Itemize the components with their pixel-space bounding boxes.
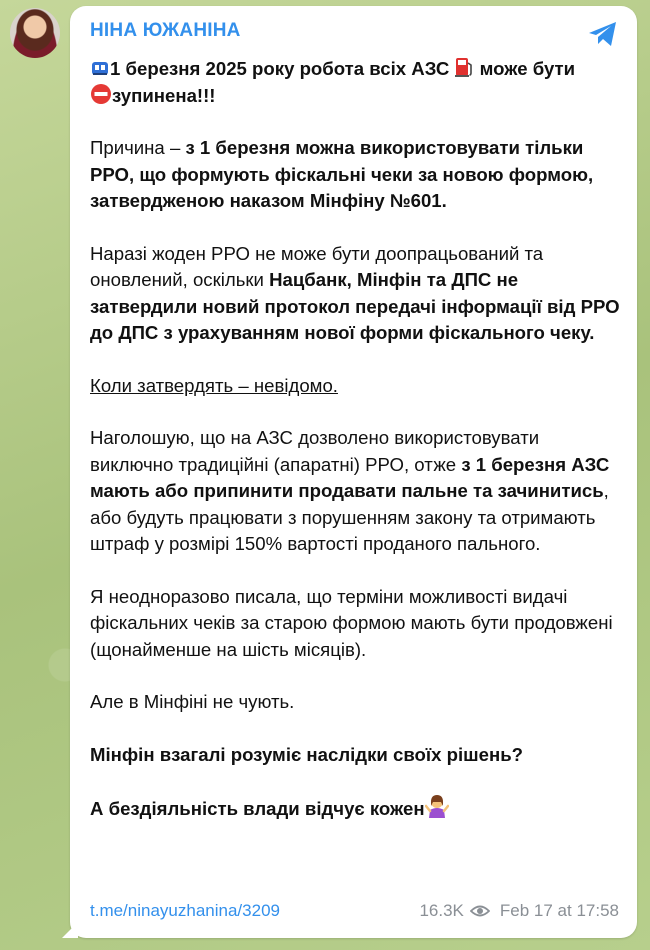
views-count: 16.3K (419, 901, 464, 920)
post-text (90, 56, 620, 849)
siren-icon (90, 58, 110, 78)
paragraph-deadlines: Я неодноразово писала, що терміни можливості видачі фіскальних чеків за старою формою мають бути продовжені (щонайменше на шість місяців). (90, 585, 613, 660)
fuel-pump-icon (454, 56, 474, 78)
message-bubble (70, 6, 637, 938)
paragraph-rro: Наразі жоден РРО не може бути доопрацьований та оновлений, оскільки Нацбанк, Мінфін та ДПС не затвердили новий протокол передачі інформації від РРО до ДПС з урахуванням нової форми фіскального чеку. (90, 242, 620, 343)
paragraph-reason: Причина – з 1 березня можна використовувати тільки РРО, що формують фіскальні чеки за новою формою, затвердженою наказом Мінфіну №601. (90, 137, 594, 211)
no-entry-icon (90, 83, 112, 105)
message-footer (90, 899, 619, 925)
telegram-share-icon[interactable] (587, 20, 619, 48)
channel-avatar[interactable] (10, 8, 60, 58)
post-headline: 1 березня 2025 року робота всіх АЗС може бути зупинена!!! (90, 56, 620, 109)
paragraph-stations: Наголошую, що на АЗС дозволено використовувати виключно традиційні (апаратні) РРО, отже з 1 березня АЗС мають або припинити продавати пальне та зачинитись, або будуть працювати з порушенням закону та отримають штраф у розмірі 150% вартості проданого пального. (90, 427, 610, 554)
channel-name[interactable]: НІНА ЮЖАНІНА (90, 20, 241, 41)
post-date: Feb 17 at 17:58 (499, 901, 619, 920)
paragraph-closing: А бездіяльність влади відчує кожен (90, 794, 620, 823)
paragraph-minfin: Але в Мінфіні не чують. (90, 691, 295, 712)
woman-shrugging-icon (425, 794, 449, 818)
message-meta (419, 901, 619, 921)
post-link[interactable]: t.me/ninayuzhanina/3209 (90, 901, 280, 920)
eye-icon (470, 904, 490, 918)
paragraph-unknown: Коли затвердять – невідомо. (90, 374, 338, 396)
paragraph-question: Мінфін взагалі розуміє наслідки своїх рішень? (90, 743, 524, 765)
